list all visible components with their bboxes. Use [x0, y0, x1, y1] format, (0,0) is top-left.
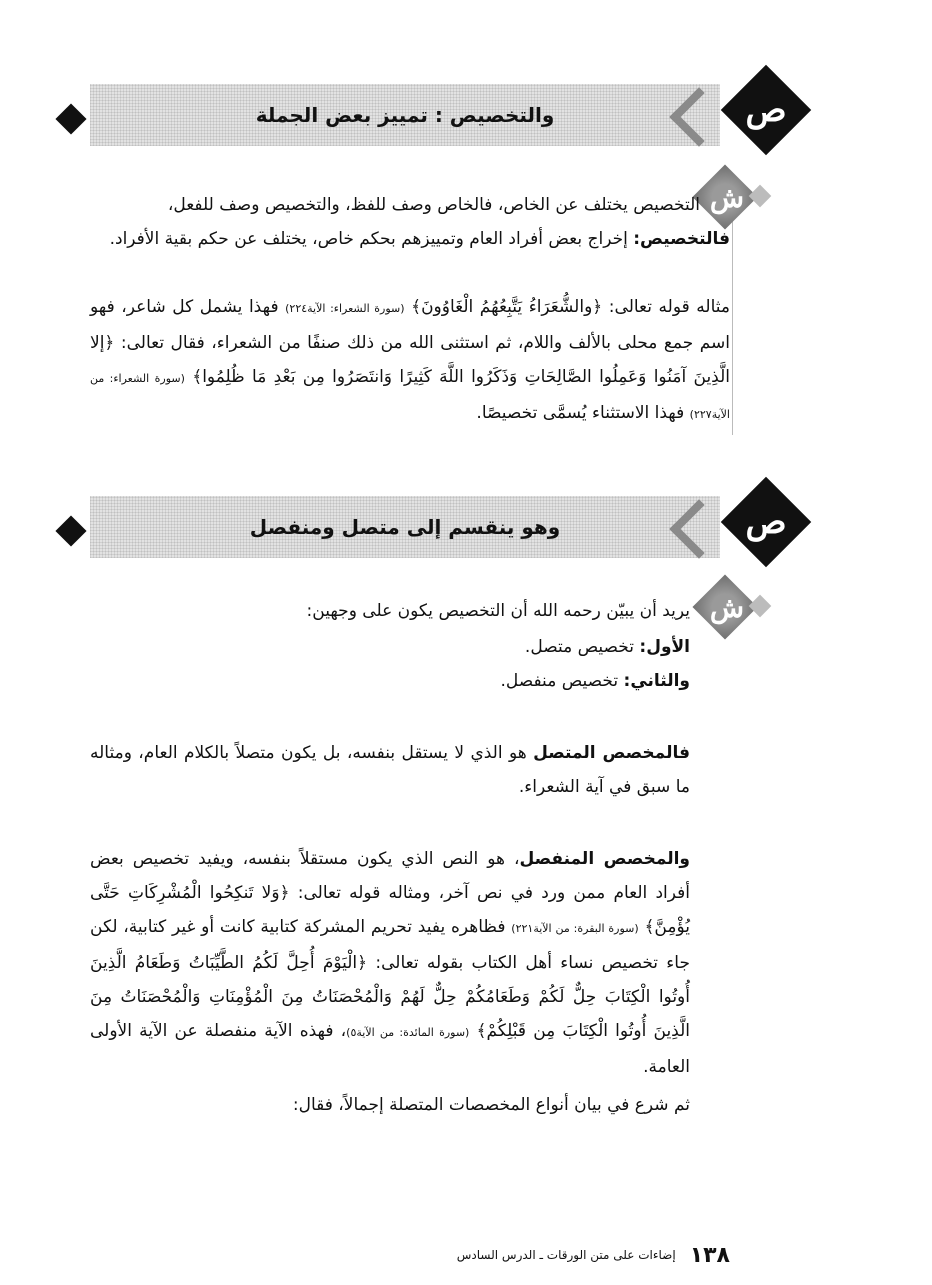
second-text: تخصيص منفصل. — [500, 671, 624, 691]
separate-text-2: فظاهره يفيد تحريم المشركة كتابية كانت أو غير كتابية، لكن جاء تخصيص نساء أهل الكتاب بقوله تعالى: ﴿الْيَوْمَ أُحِلَّ لَكُمُ الطَّيِّبَاتُ وَطَعَامُ الَّذِينَ أُوتُوا الْكِتَابَ حِلٌّ لَكُمْ وَطَعَامُكُمْ حِلٌّ لَهُمْ وَالْمُحْصَنَاتُ مِنَ الْمُؤْمِنَاتِ وَالْمُحْصَنَاتُ مِنَ الَّذِينَ أُوتُوا الْكِتَابَ مِن قَبْلِكُمْ﴾ — [90, 917, 691, 1041]
first-text: تخصيص متصل. — [524, 637, 640, 657]
paragraph-example — [90, 290, 730, 432]
definition-line: التخصيص يختلف عن الخاص، فالخاص وصف للفظ، والتخصيص وصف للفعل، — [167, 195, 700, 215]
section-header-2 — [60, 474, 820, 564]
paragraph-separate — [90, 842, 690, 1084]
verse-1-ref: (سورة الشعراء: الآية٢٢٤) — [285, 302, 405, 315]
diamond-ornament-icon — [55, 103, 86, 134]
paragraph-connected — [90, 736, 690, 804]
takhsis-text: إخراج بعض أفراد العام وتمييزهم بحكم خاص، يختلف عن حكم بقية الأفراد. — [109, 229, 634, 249]
example-text: فهذا يشمل كل شاعر، فهو اسم جمع محلى بالألف واللام، ثم استثنى الله من ذلك صنفًا من الشعراء، فقال تعالى: ﴿إلا الَّذِينَ آمَنُوا وَعَمِلُوا الصَّالِحَاتِ وَذَكَرُوا اللَّهَ كَثِيرًا وَانتَصَرُوا مِن بَعْدِ مَا ظُلِمُوا﴾ — [90, 297, 730, 387]
list-item-first — [300, 630, 690, 664]
verse-4-ref: (سورة المائدة: من الآية٥) — [346, 1026, 470, 1039]
header-band — [90, 496, 720, 558]
section-title: وهو ينقسم إلى متصل ومنفصل — [249, 515, 561, 539]
section-title: والتخصيص : تمييز بعض الجملة — [255, 103, 555, 127]
section-badge-letter: ص — [745, 90, 787, 130]
term-first: الأول: — [639, 637, 690, 657]
term-takhsis: فالتخصيص: — [633, 229, 730, 249]
marker-small-diamond-icon — [749, 185, 772, 208]
diamond-ornament-icon — [55, 515, 86, 546]
separate-text-3: ، فهذه الآية منفصلة عن الآية الأولى العامة. — [90, 1021, 690, 1077]
paragraph-intro — [200, 594, 690, 628]
commentary-marker — [690, 578, 770, 648]
list-item-second — [300, 664, 690, 698]
transition-text: ثم شرع في بيان أنواع المخصصات المتصلة إجمالاً، فقال: — [292, 1095, 690, 1115]
verse-3-ref: (سورة البقرة: من الآية٢٢١) — [511, 922, 639, 935]
intro-text: يريد أن يبيّن رحمه الله أن التخصيص يكون على وجهين: — [306, 601, 690, 621]
verse-2-ref: (سورة الشعراء: من الآية٢٢٧) — [90, 372, 730, 421]
page-footer — [400, 1240, 730, 1270]
page-number: ١٣٨ — [689, 1242, 730, 1268]
marker-letter: ش — [709, 180, 745, 214]
paragraph-definition — [90, 188, 700, 222]
paragraph-takhsis — [90, 222, 730, 256]
term-separate: والمخصص المنفصل — [519, 849, 690, 869]
connected-text: هو الذي لا يستقل بنفسه، بل يكون متصلاً بالكلام العام، ومثاله ما سبق في آية الشعراء. — [90, 743, 690, 797]
header-band — [90, 84, 720, 146]
paragraph-transition — [200, 1088, 690, 1122]
example-conclusion: فهذا الاستثناء يُسمَّى تخصيصًا. — [476, 403, 690, 423]
marker-letter: ش — [709, 590, 745, 624]
separate-text-1: ، هو النص الذي يكون مستقلاً بنفسه، ويفيد تخصيص بعض أفراد العام ممن ورد في نص آخر، ومثاله قوله تعالى: ﴿وَلا تَنكِحُوا الْمُشْرِكَاتِ حَتَّى يُؤْمِنَّ﴾ — [90, 849, 690, 937]
section-badge-letter: ص — [745, 502, 787, 542]
verse-1: مثاله قوله تعالى: ﴿والشُّعَرَاءُ يَتَّبِعُهُمُ الْغَاوُونَ﴾ — [411, 297, 731, 317]
term-connected: فالمخصص المتصل — [533, 743, 690, 763]
section-header-1 — [60, 62, 820, 152]
term-second: والثاني: — [623, 671, 690, 691]
marker-small-diamond-icon — [749, 595, 772, 618]
running-title: إضاءات على متن الورقات ـ الدرس السادس — [456, 1248, 676, 1262]
